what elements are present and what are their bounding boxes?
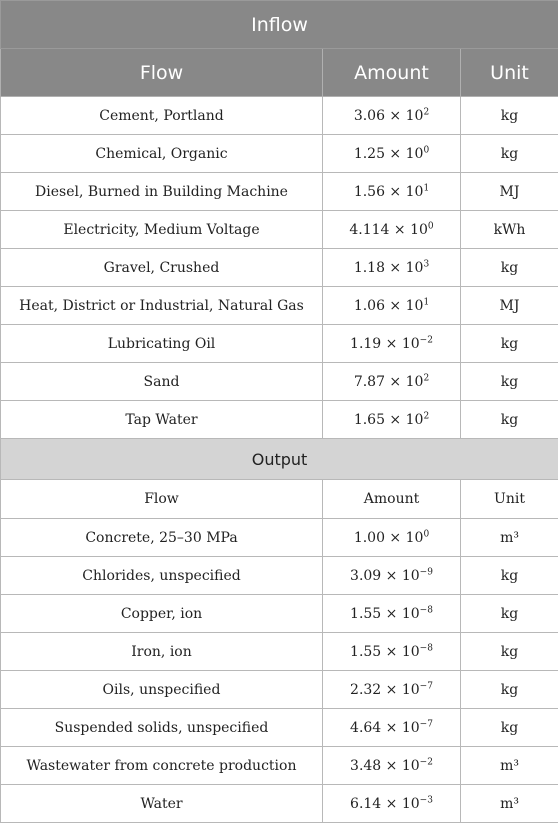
unit-cell: kg: [461, 633, 558, 671]
output-amount-header: Amount: [323, 480, 461, 519]
amount-mantissa: 6.14 × 10: [350, 795, 420, 812]
output-unit-header: Unit: [461, 480, 558, 519]
output-column-headers: [1, 480, 558, 519]
flow-cell: Diesel, Burned in Building Machine: [1, 173, 323, 211]
unit-cell: kg: [461, 595, 558, 633]
unit-cell: kg: [461, 709, 558, 747]
unit-cell: MJ: [461, 173, 558, 211]
output-row: [1, 557, 558, 595]
amount-mantissa: 4.64 × 10: [350, 719, 420, 736]
unit-cell: kg: [461, 97, 558, 135]
amount-exponent: −7: [419, 680, 433, 691]
unit-cell: kg: [461, 557, 558, 595]
amount-exponent: −9: [419, 566, 433, 577]
amount-cell: [323, 173, 461, 211]
flow-cell: Oils, unspecified: [1, 671, 323, 709]
unit-cell: kg: [461, 325, 558, 363]
unit-cell: m³: [461, 519, 558, 557]
unit-cell: kg: [461, 249, 558, 287]
inflow-section-header: [1, 1, 558, 49]
flow-cell: Iron, ion: [1, 633, 323, 671]
amount-cell: [323, 97, 461, 135]
flow-cell: Chemical, Organic: [1, 135, 323, 173]
amount-exponent: 0: [427, 220, 434, 231]
amount-mantissa: 1.55 × 10: [350, 643, 420, 660]
inflow-unit-header: Unit: [461, 49, 558, 97]
inflow-row: [1, 287, 558, 325]
amount-exponent: −7: [419, 718, 433, 729]
amount-exponent: 1: [423, 296, 430, 307]
amount-cell: [323, 363, 461, 401]
flow-cell: Sand: [1, 363, 323, 401]
output-row: [1, 747, 558, 785]
amount-cell: [323, 671, 461, 709]
amount-cell: [323, 325, 461, 363]
unit-cell: kg: [461, 363, 558, 401]
amount-cell: [323, 401, 461, 439]
inflow-row: [1, 363, 558, 401]
flow-cell: Water: [1, 785, 323, 823]
amount-exponent: −8: [419, 604, 433, 615]
output-section-header: [1, 439, 558, 480]
unit-cell: kg: [461, 401, 558, 439]
unit-cell: kg: [461, 135, 558, 173]
inventory-table-body: [1, 1, 558, 823]
amount-mantissa: 1.55 × 10: [350, 605, 420, 622]
unit-cell: m³: [461, 785, 558, 823]
flow-cell: Suspended solids, unspecified: [1, 709, 323, 747]
unit-cell: m³: [461, 747, 558, 785]
output-row: [1, 633, 558, 671]
inflow-row: [1, 97, 558, 135]
output-row: [1, 785, 558, 823]
flow-cell: Gravel, Crushed: [1, 249, 323, 287]
amount-exponent: 2: [423, 410, 430, 421]
inflow-column-headers: [1, 49, 558, 97]
amount-mantissa: 1.25 × 10: [353, 145, 424, 162]
unit-cell: kg: [461, 671, 558, 709]
output-flow-header: Flow: [1, 480, 323, 519]
inflow-amount-header: Amount: [323, 49, 461, 97]
amount-exponent: 2: [423, 372, 430, 383]
flow-cell: Concrete, 25–30 MPa: [1, 519, 323, 557]
amount-mantissa: 1.19 × 10: [350, 335, 420, 352]
amount-cell: [323, 249, 461, 287]
amount-cell: [323, 633, 461, 671]
amount-mantissa: 1.06 × 10: [353, 297, 424, 314]
amount-cell: [323, 135, 461, 173]
amount-cell: [323, 595, 461, 633]
amount-mantissa: 1.56 × 10: [353, 183, 424, 200]
amount-mantissa: 2.32 × 10: [350, 681, 420, 698]
output-row: [1, 595, 558, 633]
flow-cell: Electricity, Medium Voltage: [1, 211, 323, 249]
unit-cell: MJ: [461, 287, 558, 325]
amount-exponent: 3: [423, 258, 430, 269]
amount-exponent: −3: [419, 794, 433, 805]
amount-cell: [323, 785, 461, 823]
amount-exponent: −2: [419, 334, 433, 345]
amount-mantissa: 1.18 × 10: [353, 259, 424, 276]
amount-exponent: −2: [419, 756, 433, 767]
inflow-row: [1, 401, 558, 439]
amount-cell: [323, 747, 461, 785]
flow-cell: Chlorides, unspecified: [1, 557, 323, 595]
amount-exponent: 0: [423, 528, 430, 539]
amount-exponent: 0: [423, 144, 430, 155]
amount-mantissa: 7.87 × 10: [353, 373, 424, 390]
flow-cell: Tap Water: [1, 401, 323, 439]
flow-cell: Cement, Portland: [1, 97, 323, 135]
flow-cell: Heat, District or Industrial, Natural Gas: [1, 287, 323, 325]
amount-exponent: 2: [423, 106, 430, 117]
amount-exponent: 1: [423, 182, 430, 193]
unit-cell: kWh: [461, 211, 558, 249]
flow-cell: Lubricating Oil: [1, 325, 323, 363]
amount-mantissa: 3.48 × 10: [350, 757, 420, 774]
inflow-row: [1, 249, 558, 287]
inflow-row: [1, 211, 558, 249]
amount-exponent: −8: [419, 642, 433, 653]
flow-cell: Copper, ion: [1, 595, 323, 633]
inflow-flow-header: Flow: [1, 49, 323, 97]
amount-cell: [323, 709, 461, 747]
flow-cell: Wastewater from concrete production: [1, 747, 323, 785]
amount-cell: [323, 211, 461, 249]
amount-cell: [323, 519, 461, 557]
amount-mantissa: 4.114 × 10: [349, 221, 428, 238]
amount-mantissa: 1.65 × 10: [353, 411, 424, 428]
inflow-row: [1, 135, 558, 173]
inflow-row: [1, 173, 558, 211]
amount-mantissa: 1.00 × 10: [353, 529, 424, 546]
amount-mantissa: 3.06 × 10: [353, 107, 424, 124]
output-row: [1, 709, 558, 747]
output-row: [1, 671, 558, 709]
inflow-row: [1, 325, 558, 363]
output-title: Output: [1, 439, 558, 480]
amount-cell: [323, 287, 461, 325]
amount-cell: [323, 557, 461, 595]
amount-mantissa: 3.09 × 10: [350, 567, 420, 584]
output-row: [1, 519, 558, 557]
inflow-title: Inflow: [1, 1, 558, 49]
